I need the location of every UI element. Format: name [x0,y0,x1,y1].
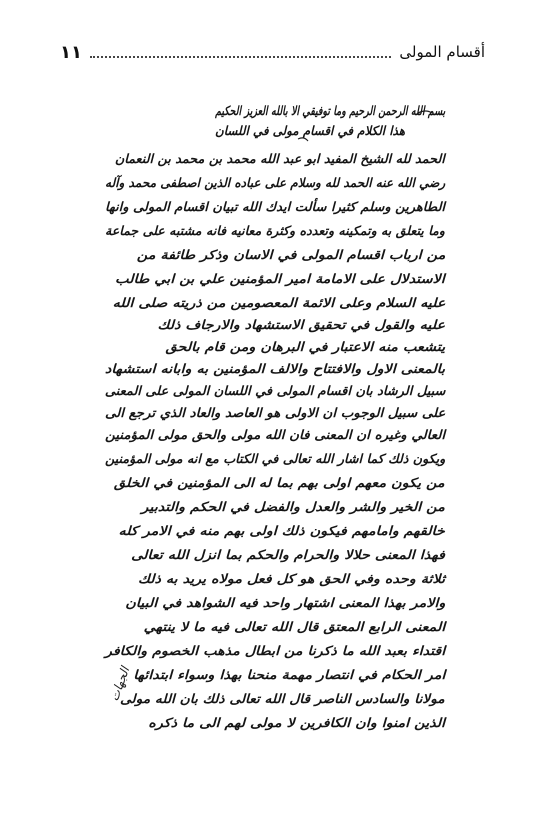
manuscript-line: المعنى الرابع المعتق قال الله تعالى فيه ما لا ينتهي [143,619,445,634]
manuscript-line: الاستدلال على الامامة امير المؤمنين علي بن ابي طالب [115,271,445,286]
manuscript-line: العالي وغيره ان المعنى فان الله مولى والحق مولى المؤمنين [104,427,445,442]
manuscript-line: رضي الله عنه الحمد لله وسلام على عباده الذين اصطفى محمد وآله [104,175,445,190]
manuscript-line: يتشعب منه الاعتبار في البرهان ومن قام بالحق [165,339,445,354]
manuscript-line: الطاهرين وسلم كثيرا سألت ايدك الله تبيان اقسام المولى وانها [104,199,445,214]
manuscript-line: بسم الله الرحمن الرحيم وما توفيقي الا بالله العزيز الحكيم [214,103,445,118]
manuscript-line: والامر بهذا المعنى اشتهار واحد فيه الشواهد في البيان [124,595,445,610]
manuscript-line: من الخير والشر والعدل والفضل في الحكم والتدبير [141,499,445,514]
manuscript-line: سبيل الرشاد بان اقسام المولى في اللسان المولى على المعنى [104,383,445,398]
manuscript-line: امر الحكام في انتصار مهمة منحنا بهذا وسواء ابتدائها [132,667,445,682]
running-title: أقسام المولى [399,43,485,61]
manuscript-line: الذين امنوا وان الكافرين لا مولى لهم الى ما ذكره [148,715,445,730]
manuscript-line: عليه السلام وعلى الائمة المعصومين من ذريته صلى الله [112,295,445,310]
page-number: ١١ [60,41,82,63]
manuscript-line: مولانا والسادس الناصر قال الله تعالى ذلك بان الله مولى [120,691,445,706]
catchword: الجهات [107,665,133,703]
page-header [60,40,485,64]
manuscript-line: من يكون معهم اولى بهم بما له الى المؤمنين في الخلق [114,475,445,490]
manuscript-line: فهذا المعنى حلالا والحرام والحكم بما انزل الله تعالى [131,547,445,562]
manuscript-line: من ارباب اقسام المولى في الاسان وذكر طائفة من [136,247,445,262]
manuscript-line: على سبيل الوجوب ان الاولى هو العاصد والعاد الذي ترجع الى [104,405,445,420]
manuscript-image [100,95,445,795]
manuscript-line: ثلاثة وحده وفي الحق هو كل فعل مولاه يريد به ذلك [137,571,445,586]
manuscript-line: خالقهم وامامهم فيكون ذلك اولى بهم منه في الامر كله [118,523,445,538]
manuscript-line: وما يتعلق به وتمكينه وتعدده وكثرة معانيه فانه مشتبه على جماعة [105,223,445,238]
leader-dots [90,46,391,58]
manuscript-line: ويكون ذلك كما اشار الله تعالى في الكتاب مع انه مولى المؤمنين [104,451,445,466]
manuscript-line: عليه والقول في تحقيق الاستشهاد والارجاف ذلك [157,317,445,332]
manuscript-line: اقتداء بعبد الله ما ذكرنا من ابطال مذهب الخصوم والكافر [104,643,445,658]
manuscript-line: الحمد لله الشيخ المفيد ابو عبد الله محمد بن محمد بن النعمان [115,151,445,166]
manuscript-line: بالمعنى الاول والافتتاح والالف المؤمنين به وابانه استشهاد [104,361,445,376]
manuscript-line: هذا الكلام في اقسام مولى في اللسان [215,123,405,138]
